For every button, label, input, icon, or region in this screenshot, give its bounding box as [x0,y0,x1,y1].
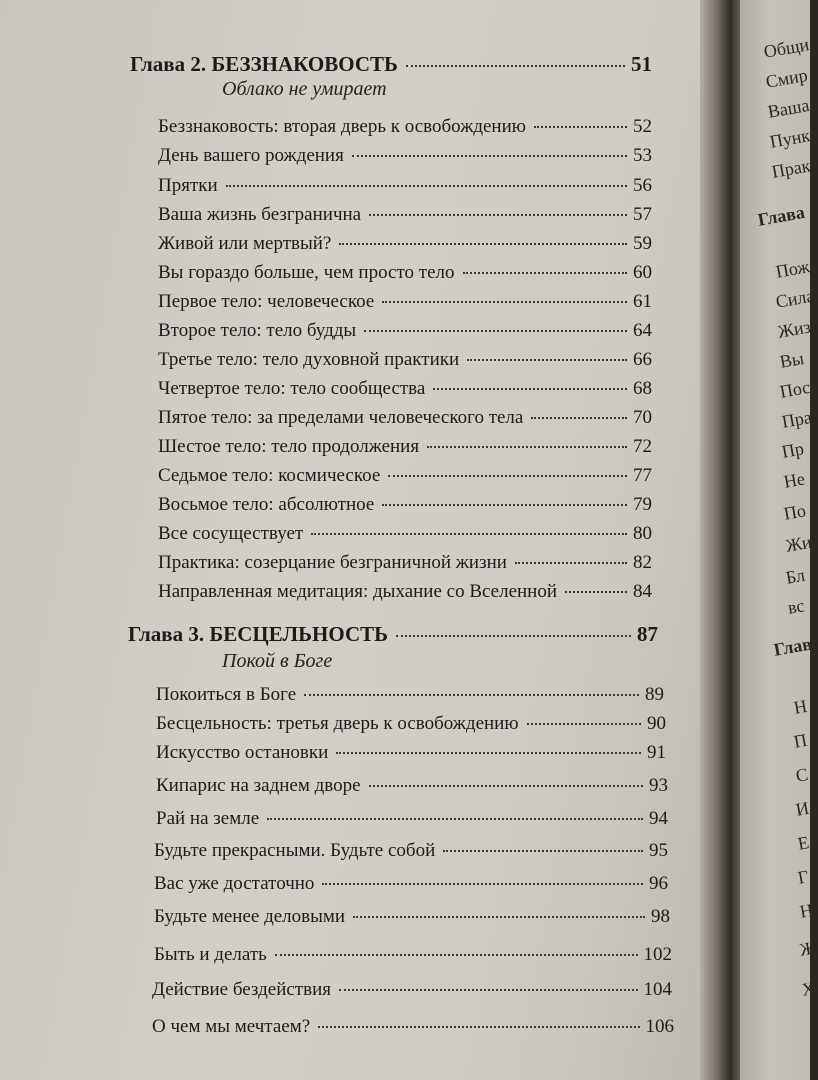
leader-dots [534,125,627,128]
right-book-page [740,0,818,1080]
toc-entry-title: Беззнаковость: вторая дверь к освобождению [158,116,526,137]
toc-entry-title: Действие бездействия [152,979,331,1000]
right-page-fragment: Е [796,832,811,854]
leader-dots [339,988,638,991]
toc-entry [154,906,670,928]
leader-dots [406,64,625,67]
toc-entry [156,684,664,706]
leader-dots [364,329,627,332]
toc-entry [156,713,666,735]
toc-entry [158,523,652,545]
right-page-fragment: Жиз [776,316,813,342]
toc-entry-title: Будьте прекрасными. Будьте собой [154,840,436,861]
leader-dots [463,271,627,274]
toc-entry-title: Вас уже достаточно [154,873,315,894]
toc-entry [156,742,666,764]
toc-entry-title: Прятки [158,175,218,196]
toc-entry-page: 80 [633,523,652,544]
toc-entry-title: Шестое тело: тело продолжения [158,436,420,457]
right-page-fragment: Н [792,695,809,718]
right-page-fragment: Пр [780,438,806,462]
toc-entry-page: 91 [647,742,666,763]
toc-entry-title: Все сосуществует [158,523,304,544]
right-page-fragment: Ваша [766,94,811,122]
leader-dots [353,915,645,918]
toc-entry [158,233,652,255]
toc-entry [156,775,668,797]
toc-entry [158,116,652,138]
right-page-fragment: Пож [774,256,812,282]
toc-entry-title: Первое тело: человеческое [158,291,375,312]
toc-entry-page: 61 [633,291,652,312]
toc-entry-page: 64 [633,320,652,341]
right-page-fragment: Прак [770,155,812,182]
right-page-fragment: Пра [780,406,814,432]
leader-dots [369,784,643,787]
leader-dots [311,532,627,535]
chapter-page-number: 51 [631,52,652,76]
toc-entry-page: 84 [633,581,652,602]
toc-entry-page: 94 [649,808,668,829]
right-page-fragment: П [792,729,809,752]
leader-dots [382,503,627,506]
right-page-fragment: И [794,797,811,820]
toc-entry-title: Вы гораздо больше, чем просто тело [158,262,455,283]
leader-dots [433,387,627,390]
toc-entry [158,262,652,284]
toc-entry-title: Третье тело: тело духовной практики [158,349,460,370]
toc-entry-page: 89 [645,684,664,705]
toc-entry-page: 106 [645,1016,674,1037]
toc-entry-page: 68 [633,378,652,399]
toc-entry-page: 77 [633,465,652,486]
toc-entry-title: Рай на земле [156,808,260,829]
leader-dots [339,242,627,245]
toc-entry-page: 90 [647,713,666,734]
toc-entry-page: 82 [633,552,652,573]
right-page-fragment: Пунк [768,125,812,152]
toc-entry [154,840,668,862]
chapter-heading [128,622,658,647]
toc-entry [158,552,652,574]
chapter-page-number: 87 [637,622,658,646]
leader-dots [388,474,627,477]
leader-dots [515,561,627,564]
toc-entry-page: 79 [633,494,652,515]
toc-entry [158,175,652,197]
toc-entry-title: Практика: созерцание безграничной жизни [158,552,507,573]
toc-entry-page: 98 [651,906,670,927]
toc-entry-title: Бесцельность: третья дверь к освобождению [156,713,519,734]
chapter-heading [130,52,652,77]
right-page-fragment: С [794,764,810,786]
toc-entry [158,204,652,226]
toc-entry-title: Искусство остановки [156,742,329,763]
toc-entry [154,944,672,966]
toc-entry [158,349,652,371]
leader-dots [226,184,627,187]
toc-entry [152,1016,674,1038]
right-page-fragment: Сила [774,285,816,312]
toc-entry [158,581,652,603]
leader-dots [275,953,638,956]
right-page-fragment: Ж [798,937,818,960]
toc-entry [158,291,652,313]
chapter-title: Глава 2. БЕЗЗНАКОВОСТЬ [130,52,398,76]
right-page-fragment: вс [786,595,806,618]
leader-dots [304,693,639,696]
toc-entry [158,407,652,429]
toc-entry-title: Кипарис на заднем дворе [156,775,361,796]
toc-entry-page: 95 [649,840,668,861]
toc-entry-page: 57 [633,204,652,225]
toc-entry-title: Живой или мертвый? [158,233,332,254]
leader-dots [318,1025,639,1028]
toc-entry [158,436,652,458]
toc-entry [154,873,668,895]
right-page-fragment: Смир [764,64,810,92]
right-page-fragment: Глава [756,201,807,230]
toc-entry-title: Ваша жизнь безгранична [158,204,362,225]
right-page-fragment: Пос [778,376,812,402]
toc-entry [158,145,652,167]
toc-entry-page: 102 [643,944,672,965]
toc-entry [158,320,652,342]
leader-dots [382,300,627,303]
leader-dots [565,590,627,593]
right-page-fragment: Не [782,468,807,492]
toc-entry [152,979,672,1001]
chapter-subtitle: Покой в Боге [222,650,333,672]
leader-dots [352,154,627,157]
leader-dots [322,882,643,885]
chapter-subtitle: Облако не умирает [222,78,387,100]
toc-entry [158,494,652,516]
leader-dots [267,817,643,820]
leader-dots [527,722,641,725]
leader-dots [396,634,631,637]
right-page-fragment: Г [796,866,810,888]
toc-entry-page: 70 [633,407,652,428]
toc-entry-page: 59 [633,233,652,254]
right-page-fragment: Бл [784,564,807,588]
leader-dots [369,213,627,216]
leader-dots [427,445,627,448]
toc-entry [158,378,652,400]
right-page-fragment: Н [798,899,815,922]
toc-entry-title: Направленная медитация: дыхание со Вселенной [158,581,558,602]
toc-entry-title: Второе тело: тело будды [158,320,357,341]
toc-entry-title: Четвертое тело: тело сообщества [158,378,426,399]
toc-entry-page: 60 [633,262,652,283]
chapter-title: Глава 3. БЕСЦЕЛЬНОСТЬ [128,622,388,646]
leader-dots [467,358,627,361]
leader-dots [531,416,627,419]
toc-entry-title: Восьмое тело: абсолютное [158,494,375,515]
toc-entry-title: Покоиться в Боге [156,684,297,705]
right-page-fragment: По [782,500,808,524]
leader-dots [443,849,643,852]
toc-entry-page: 72 [633,436,652,457]
toc-entry-title: Быть и делать [154,944,267,965]
toc-entry [158,465,652,487]
toc-entry-title: Будьте менее деловыми [154,906,346,927]
right-page-fragment: Жи [784,531,814,556]
toc-entry-title: Седьмое тело: космическое [158,465,381,486]
right-page-fragment: Х [800,977,817,1000]
toc-entry-page: 96 [649,873,668,894]
toc-entry [156,808,668,830]
toc-entry-page: 53 [633,145,652,166]
toc-entry-page: 93 [649,775,668,796]
toc-entry-title: О чем мы мечтаем? [152,1016,311,1037]
toc-entry-title: Пятое тело: за пределами человеческого тела [158,407,524,428]
right-page-fragment: Глав [772,633,814,660]
toc-entry-page: 52 [633,116,652,137]
toc-entry-page: 104 [643,979,672,1000]
toc-entry-page: 56 [633,175,652,196]
toc-entry-title: День вашего рождения [158,145,344,166]
right-page-fragment: Общи [762,34,811,62]
toc-entry-page: 66 [633,349,652,370]
leader-dots [336,751,641,754]
right-page-fragment: Вы [778,347,806,372]
